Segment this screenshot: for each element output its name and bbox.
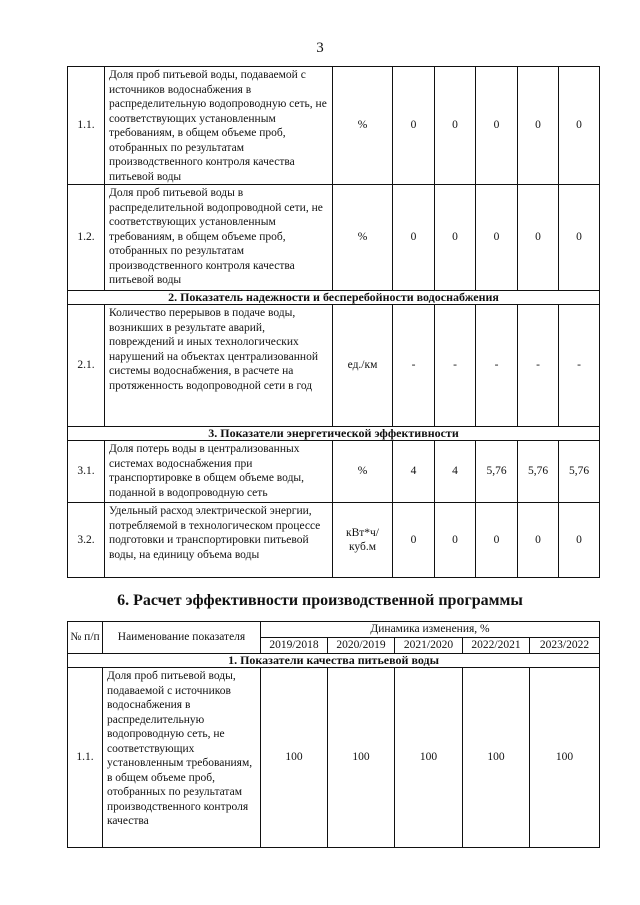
section-title: 3. Показатели энергетической эффективности xyxy=(68,427,600,441)
value-cell: 100 xyxy=(530,668,600,848)
value-cell: 0 xyxy=(476,185,518,291)
value-cell: 100 xyxy=(328,668,395,848)
header-row xyxy=(68,622,600,638)
value-cell: 0 xyxy=(393,67,435,185)
unit-cell: % xyxy=(333,441,393,503)
value-cell: - xyxy=(518,305,559,427)
value-cell: 0 xyxy=(393,185,435,291)
unit-cell: ед./км xyxy=(333,305,393,427)
header-year: 2023/2022 xyxy=(530,638,600,654)
table-row xyxy=(68,305,600,427)
indicators-table xyxy=(67,66,600,578)
table-row xyxy=(68,668,600,848)
value-cell: 5,76 xyxy=(518,441,559,503)
value-cell: 0 xyxy=(518,185,559,291)
value-cell: 0 xyxy=(435,67,476,185)
section-title: 1. Показатели качества питьевой воды xyxy=(68,654,600,668)
header-year: 2022/2021 xyxy=(463,638,530,654)
efficiency-table xyxy=(67,621,600,848)
row-number: 1.2. xyxy=(68,185,105,291)
value-cell: 0 xyxy=(476,67,518,185)
row-number: 1.1. xyxy=(68,67,105,185)
value-cell: 100 xyxy=(463,668,530,848)
value-cell: 5,76 xyxy=(476,441,518,503)
value-cell: - xyxy=(559,305,600,427)
page-number: 3 xyxy=(316,40,324,56)
unit-cell: % xyxy=(333,185,393,291)
table-row xyxy=(68,441,600,503)
indicator-name: Доля проб питьевой воды, подаваемой с источников водоснабжения в распределительную водопроводную сеть, не соответствующих установленным требованиям, в общем объеме проб, отобранных по результатам производственного контроля качества xyxy=(103,668,261,848)
table-row xyxy=(68,503,600,578)
value-cell: 100 xyxy=(395,668,463,848)
indicator-name: Доля проб питьевой воды, подаваемой с источников водоснабжения в распределительную водопроводную сеть, не соответствующих установленным требованиям, в общем объеме проб, отобранных по результатам производственного контроля качества питьевой воды xyxy=(105,67,333,185)
header-year: 2019/2018 xyxy=(261,638,328,654)
value-cell: 0 xyxy=(435,503,476,578)
header-year: 2020/2019 xyxy=(328,638,395,654)
table-row xyxy=(68,67,600,185)
row-number: 2.1. xyxy=(68,305,105,427)
indicator-name: Доля потерь воды в централизованных системах водоснабжения при транспортировке в общем объеме воды, поданной в водопроводную сеть xyxy=(105,441,333,503)
value-cell: 0 xyxy=(435,185,476,291)
indicator-name: Доля проб питьевой воды в распределительной водопроводной сети, не соответствующих установленным требованиям, в общем объеме проб, отобранных по результатам производственного контроля качества питьевой воды xyxy=(105,185,333,291)
value-cell: 0 xyxy=(559,67,600,185)
value-cell: 0 xyxy=(559,185,600,291)
value-cell: 0 xyxy=(518,503,559,578)
section-6-title: 6. Расчет эффективности производственной программы xyxy=(117,592,523,609)
indicator-name: Удельный расход электрической энергии, потребляемой в технологическом процессе подготовки и транспортировки питьевой воды, на единицу объема воды xyxy=(105,503,333,578)
value-cell: 4 xyxy=(393,441,435,503)
value-cell: - xyxy=(393,305,435,427)
value-cell: - xyxy=(435,305,476,427)
value-cell: 0 xyxy=(476,503,518,578)
header-year: 2021/2020 xyxy=(395,638,463,654)
header-number: № п/п xyxy=(68,622,103,654)
value-cell: 100 xyxy=(261,668,328,848)
section-title: 2. Показатель надежности и бесперебойности водоснабжения xyxy=(68,291,600,305)
section-header-row xyxy=(68,654,600,668)
header-dynamics: Динамика изменения, % xyxy=(261,622,600,638)
value-cell: 0 xyxy=(518,67,559,185)
section-header-row xyxy=(68,427,600,441)
value-cell: 5,76 xyxy=(559,441,600,503)
indicator-name: Количество перерывов в подаче воды, возникших в результате аварий, повреждений и иных технологических нарушений на объектах централизованной системы водоснабжения, в расчете на протяженность водопроводной сети в год xyxy=(105,305,333,427)
value-cell: 0 xyxy=(559,503,600,578)
value-cell: - xyxy=(476,305,518,427)
unit-cell: % xyxy=(333,67,393,185)
row-number: 3.2. xyxy=(68,503,105,578)
row-number: 1.1. xyxy=(68,668,103,848)
table-row xyxy=(68,185,600,291)
row-number: 3.1. xyxy=(68,441,105,503)
value-cell: 4 xyxy=(435,441,476,503)
value-cell: 0 xyxy=(393,503,435,578)
header-indicator-name: Наименование показателя xyxy=(103,622,261,654)
section-header-row xyxy=(68,291,600,305)
unit-cell: кВт*ч/ куб.м xyxy=(333,503,393,578)
